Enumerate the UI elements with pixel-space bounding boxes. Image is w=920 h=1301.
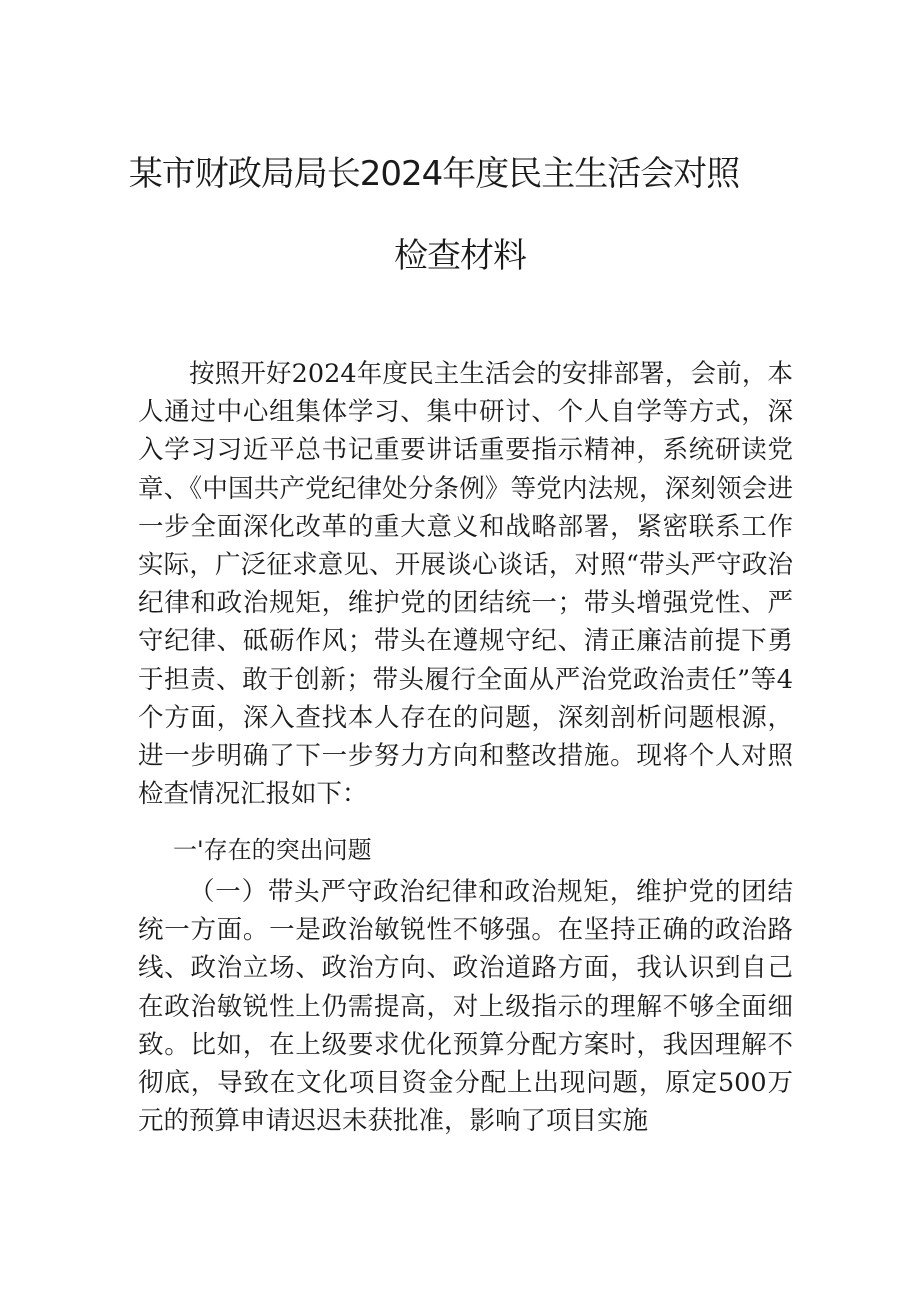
document-title-line-1: 某市财政局局长2024年度民主生活会对照 [128, 154, 740, 194]
section-heading-problems: 一'存在的突出问题 [173, 836, 372, 864]
intro-paragraph: 按照开好2024年度民主生活会的安排部署，会前，本人通过中心组集体学习、集中研讨、个人自学等方式，深入学习习近平总书记重要讲话重要指示精神，系统研读党章、《中国共产党纪律处分条例》等党内法规，深刻领会进一步全面深化改革的重大意义和战略部署，紧密联系工作实际，广泛征求意见、开展谈心谈话，对照“带头严守政治纪律和政治规矩，维护党的团结统一；带头增强党性、严守纪律、砥砺作风；带头在遵规守纪、清正廉洁前提下勇于担责、敢于创新；带头履行全面从严治党政治责任”等4个方面，深入查找本人存在的问题，深刻剖析问题根源，进一步明确了下一步努力方向和整改措施。现将个人对照检查情况汇报如下： [138, 359, 793, 810]
section-paragraph-1: （一）带头严守政治纪律和政治规矩，维护党的团结统一方面。一是政治敏锐性不够强。在坚持正确的政治路线、政治立场、政治方向、政治道路方面，我认识到自己在政治敏锐性上仍需提高，对上级指示的理解不够全面细致。比如，在上级要求优化预算分配方案时，我因理解不彻底，导致在文化项目资金分配上出现问题，原定500万元的预算申请迟迟未获批准，影响了项目实施 [138, 877, 793, 1137]
document-title-line-2: 检查材料 [394, 236, 526, 276]
